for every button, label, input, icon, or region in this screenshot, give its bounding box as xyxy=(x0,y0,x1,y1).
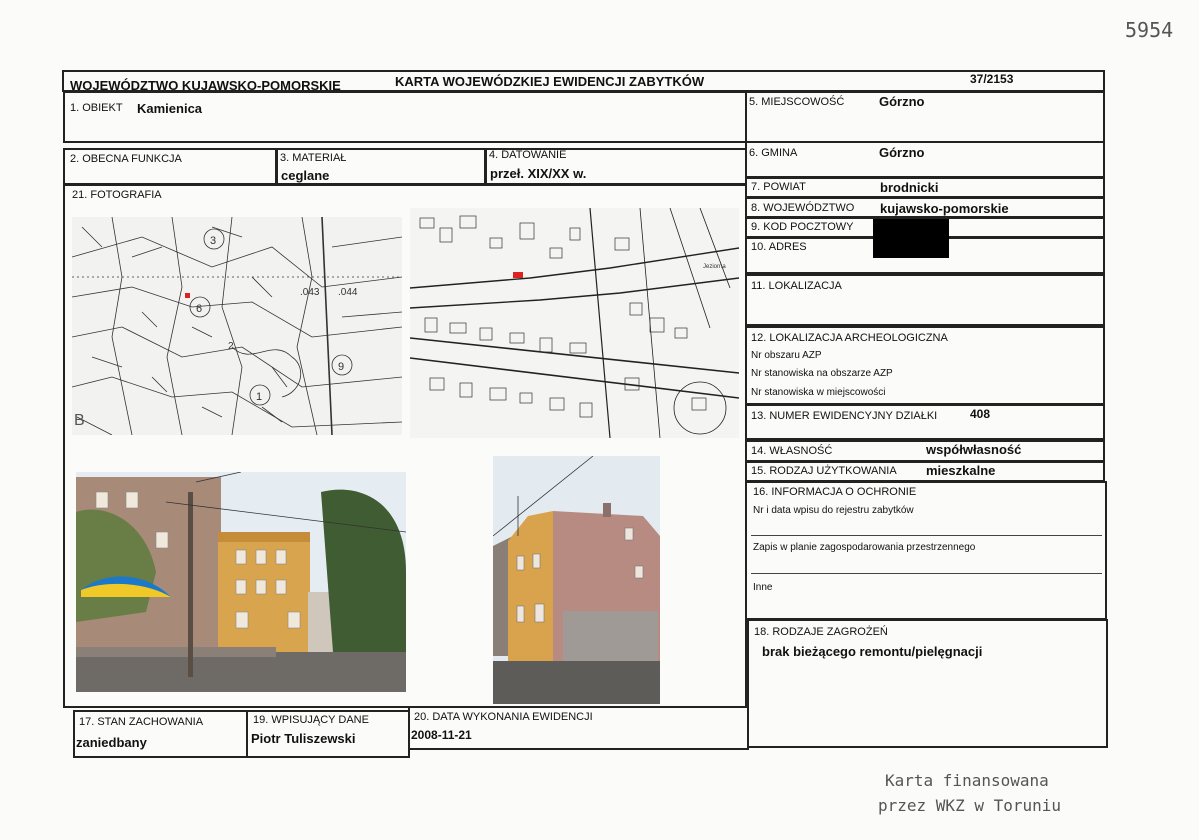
label-uzytkowanie: 15. RODZAJ UŻYTKOWANIA xyxy=(751,465,897,477)
label-wlasnosc: 14. WŁASNOŚĆ xyxy=(751,445,833,457)
map-left-label-b: B xyxy=(74,412,85,429)
value-gmina: Górzno xyxy=(879,145,925,160)
stamp-line-2: przez WKZ w Toruniu xyxy=(878,796,1062,815)
cadastral-map-right xyxy=(410,208,739,438)
header-title: KARTA WOJEWÓDZKIEJ EWIDENCJI ZABYTKÓW xyxy=(395,74,705,89)
map-left-label-9: 9 xyxy=(338,361,345,373)
value-material: ceglane xyxy=(281,168,330,183)
map-left-label-6: 6 xyxy=(196,303,203,315)
value-miejscowosc: Górzno xyxy=(879,94,925,109)
value-wojewodztwo: kujawsko-pomorskie xyxy=(880,201,1009,216)
stamp-line-1: Karta finansowana xyxy=(885,771,1049,790)
label-datowanie: 4. DATOWANIE xyxy=(489,149,567,161)
building-photo-side xyxy=(493,456,660,704)
label-stan: 17. STAN ZACHOWANIA xyxy=(79,716,204,728)
cadastral-map-left xyxy=(72,217,402,435)
label-wojewodztwo: 8. WOJEWÓDZTWO xyxy=(751,202,855,214)
label-ochrona: 16. INFORMACJA O OCHRONIE xyxy=(753,486,917,498)
map-left-label-1: 1 xyxy=(256,391,263,403)
field-gmina xyxy=(745,141,1105,178)
label-fotografia: 21. FOTOGRAFIA xyxy=(72,189,162,201)
label-lokalizacja: 11. LOKALIZACJA xyxy=(751,280,842,292)
map-left-label-3: 3 xyxy=(210,235,217,247)
redacted-block xyxy=(873,219,949,258)
value-wpisujacy: Piotr Tuliszewski xyxy=(251,731,356,746)
ochrona-rule-1 xyxy=(751,535,1102,536)
label-adres: 10. ADRES xyxy=(751,241,807,253)
value-uzytkowanie: mieszkalne xyxy=(926,463,996,478)
field-obiekt xyxy=(63,91,747,143)
label-wpisujacy: 19. WPISUJĄCY DANE xyxy=(253,714,369,726)
value-wlasnosc: współwłasność xyxy=(926,442,1022,457)
header-region: WOJEWÓDZTWO KUJAWSKO-POMORSKIE xyxy=(70,78,341,93)
label-zagrozenia: 18. RODZAJE ZAGROŻEŃ xyxy=(754,626,888,638)
value-numer-dzialki: 408 xyxy=(970,407,991,421)
label-archeo: 12. LOKALIZACJA ARCHEOLOGICZNA xyxy=(751,332,948,344)
ochrona-rejestr: Nr i data wpisu do rejestru zabytków xyxy=(753,505,914,516)
value-powiat: brodnicki xyxy=(880,180,939,195)
map-right-label: Jeziorna xyxy=(703,264,726,270)
label-numer-dzialki: 13. NUMER EWIDENCYJNY DZIAŁKI xyxy=(751,410,938,422)
label-miejscowosc: 5. MIEJSCOWOŚĆ xyxy=(749,96,845,108)
value-zagrozenia: brak bieżącego remontu/pielęgnacji xyxy=(762,644,983,659)
ochrona-plan: Zapis w planie zagospodarowania przestrzennego xyxy=(753,542,976,553)
value-obiekt: Kamienica xyxy=(137,101,203,116)
corner-number: 5954 xyxy=(1125,18,1174,42)
value-datowanie: przeł. XIX/XX w. xyxy=(490,166,587,181)
label-kod: 9. KOD POCZTOWY xyxy=(751,221,854,233)
label-material: 3. MATERIAŁ xyxy=(280,152,347,164)
field-zagrozenia xyxy=(747,619,1108,748)
ochrona-inne: Inne xyxy=(753,582,773,593)
archeo-line-2: Nr stanowiska na obszarze AZP xyxy=(751,368,893,379)
map-left-label-043: .043 xyxy=(300,287,320,298)
map-left-label-2: 2 xyxy=(228,341,234,352)
label-powiat: 7. POWIAT xyxy=(751,181,806,193)
value-stan: zaniedbany xyxy=(76,735,147,750)
label-gmina: 6. GMINA xyxy=(749,147,798,159)
archeo-line-1: Nr obszaru AZP xyxy=(751,350,822,361)
value-data: 2008-11-21 xyxy=(411,728,472,742)
archeo-line-3: Nr stanowiska w miejscowości xyxy=(751,387,886,398)
map-left-label-044: .044 xyxy=(338,287,358,298)
ochrona-rule-2 xyxy=(751,573,1102,574)
label-obiekt: 1. OBIEKT xyxy=(70,102,123,114)
label-data: 20. DATA WYKONANIA EWIDENCJI xyxy=(414,711,593,723)
header-number: 37/2153 xyxy=(970,72,1014,86)
label-funkcja: 2. OBECNA FUNKCJA xyxy=(70,153,182,165)
building-photo-street xyxy=(76,472,406,692)
